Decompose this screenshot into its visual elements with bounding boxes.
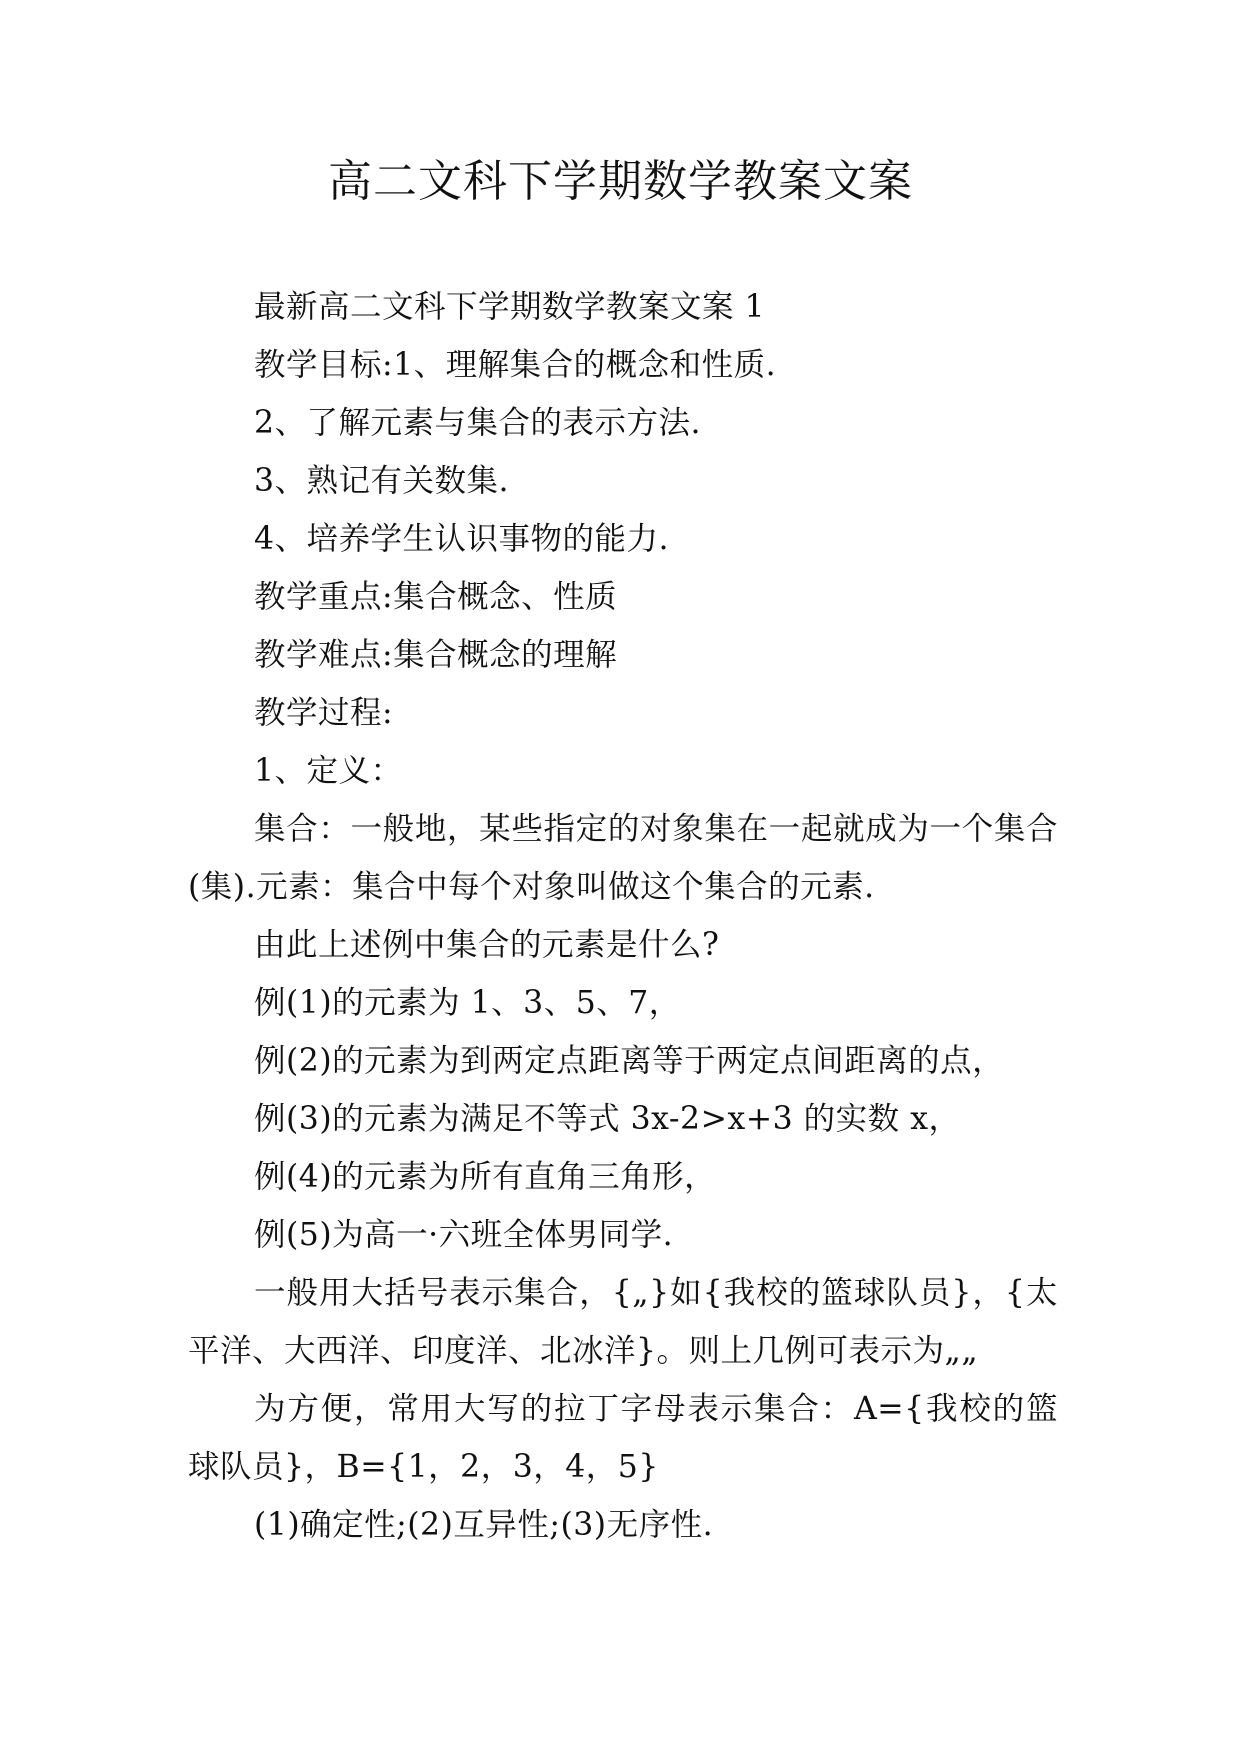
document-body xyxy=(188,278,1058,1554)
paragraph: 最新高二文科下学期数学教案文案 1 xyxy=(254,289,766,325)
document-title: 高二文科下学期数学教案文案 xyxy=(328,156,913,207)
paragraph: 2、了解元素与集合的表示方法. xyxy=(254,405,702,441)
paragraph: 例(2)的元素为到两定点距离等于两定点间距离的点， xyxy=(254,1043,1005,1079)
paragraph: 由此上述例中集合的元素是什么? xyxy=(254,927,720,963)
paragraph: 3、熟记有关数集. xyxy=(254,463,510,499)
paragraph: 集合：一般地，某些指定的对象集在一起就成为一个集合(集).元素：集合中每个对象叫做这个集合的元素. xyxy=(188,811,1058,905)
paragraph: 教学难点:集合概念的理解 xyxy=(254,637,618,673)
paragraph: 一般用大括号表示集合，{„}如{我校的篮球队员}，{太平洋、大西洋、印度洋、北冰洋}。则上几例可表示为„„ xyxy=(188,1275,1058,1369)
paragraph: 例(4)的元素为所有直角三角形， xyxy=(254,1159,717,1195)
paragraph: (1)确定性;(2)互异性;(3)无序性. xyxy=(254,1507,714,1543)
paragraph: 为方便，常用大写的拉丁字母表示集合：A={我校的篮球队员}，B={1，2，3，4，5} xyxy=(188,1391,1058,1485)
paragraph: 教学过程: xyxy=(254,695,394,731)
paragraph: 例(3)的元素为满足不等式 3x-2>x+3 的实数 x， xyxy=(254,1101,961,1137)
paragraph: 教学重点:集合概念、性质 xyxy=(254,579,618,615)
paragraph: 例(1)的元素为 1、3、5、7， xyxy=(254,985,681,1021)
paragraph: 教学目标:1、理解集合的概念和性质. xyxy=(254,347,777,383)
paragraph: 例(5)为高一·六班全体男同学. xyxy=(254,1217,674,1253)
paragraph: 1、定义： xyxy=(254,753,403,789)
paragraph: 4、培养学生认识事物的能力. xyxy=(254,521,670,557)
